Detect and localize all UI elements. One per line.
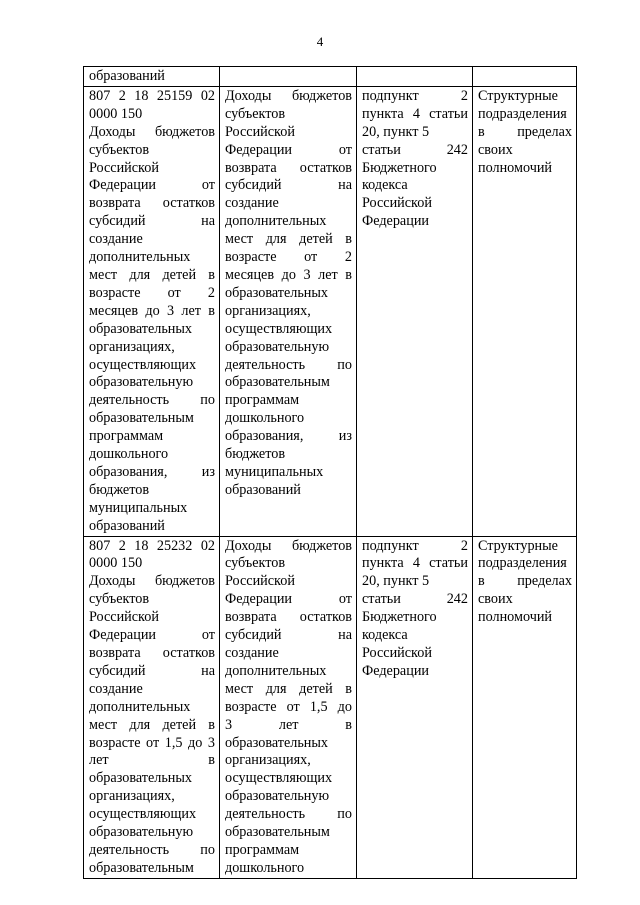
- cell-text-line: образовательную: [89, 824, 194, 841]
- cell-text-line: муниципальных: [225, 463, 324, 480]
- administrator-cell: [473, 86, 577, 536]
- kbk-code-cell: [84, 86, 220, 536]
- cell-text-line: образовательным: [89, 410, 194, 427]
- cell-text-line: Бюджетного: [362, 609, 437, 626]
- cell-text-line: 0000 150: [89, 555, 143, 572]
- cell-text-line: пункта 4 статьи: [362, 105, 468, 122]
- cell-text-line: образовательную: [89, 374, 194, 391]
- cell-text-line: Доходы бюджетов: [225, 87, 352, 104]
- cell-text-line: лет в: [89, 752, 215, 769]
- table-row: [84, 86, 577, 536]
- cell-text-line: Доходы бюджетов: [89, 573, 215, 590]
- cell-text-line: субсидий на: [225, 177, 352, 194]
- cell-text-line: образования, из: [89, 463, 215, 480]
- cell-text-line: организациях,: [89, 788, 175, 805]
- cell-text-line: дополнительных: [225, 662, 327, 679]
- cell-text-line: образования, из: [225, 428, 352, 445]
- cell-text-line: Российской: [89, 159, 159, 176]
- cell-text-line: 3 лет в: [225, 716, 352, 733]
- cell-text-line: возрасте от 1,5 до 3: [89, 734, 215, 751]
- cell-text-line: Структурные: [478, 537, 558, 554]
- cell-text-line: создание: [89, 680, 143, 697]
- continued-name-cell: [220, 67, 357, 87]
- cell-text-line: бюджетов: [225, 446, 286, 463]
- cell-text-line: образовательным: [225, 824, 330, 841]
- cell-text-line: образовательных: [89, 770, 193, 787]
- cell-text-line: субсидий на: [89, 662, 215, 679]
- continued-basis-cell: [357, 67, 473, 87]
- kbk-code-cell: [84, 536, 220, 878]
- cell-text-line: 807 2 18 25159 02: [89, 87, 215, 104]
- page-number: 4: [316, 34, 324, 49]
- cell-text-line: деятельность по: [89, 841, 215, 858]
- cell-text-line: 20, пункт 5: [362, 573, 430, 590]
- cell-text-line: Федерации: [362, 662, 430, 679]
- cell-text-line: деятельность по: [89, 392, 215, 409]
- cell-text-line: возрасте от 2: [225, 249, 352, 266]
- cell-text-line: образований: [225, 481, 301, 498]
- cell-text-line: Доходы бюджетов: [89, 123, 215, 140]
- cell-text-line: муниципальных: [89, 499, 188, 516]
- cell-text-line: образовательную: [225, 788, 330, 805]
- cell-text-line: образовательных: [89, 320, 193, 337]
- cell-text-line: Бюджетного: [362, 159, 437, 176]
- cell-text-line: организациях,: [225, 752, 311, 769]
- continued-table-row: [84, 67, 577, 87]
- cell-text-line: своих: [478, 141, 513, 158]
- cell-text-line: возврата остатков: [225, 159, 352, 176]
- cell-text-line: дополнительных: [225, 213, 327, 230]
- revenue-classification-table: [83, 66, 577, 879]
- cell-text-line: мест для детей в: [225, 231, 352, 248]
- cell-text-line: Российской: [225, 573, 295, 590]
- cell-text-line: субсидий на: [225, 627, 352, 644]
- table-row: [84, 536, 577, 878]
- cell-text-line: дополнительных: [89, 249, 191, 266]
- cell-text-line: месяцев до 3 лет в: [89, 302, 215, 319]
- cell-text-line: дошкольного: [89, 446, 169, 463]
- revenue-name-cell: [220, 536, 357, 878]
- cell-text-line: программам: [225, 841, 300, 858]
- legal-basis-cell: [357, 86, 473, 536]
- cell-text-line: образовательных: [225, 734, 329, 751]
- cell-text-line: статьи 242: [362, 591, 468, 608]
- cell-text-line: образовательных: [225, 284, 329, 301]
- cell-text-line: субъектов: [89, 591, 150, 608]
- cell-text-line: создание: [225, 195, 279, 212]
- cell-text-line: образований: [89, 517, 165, 534]
- cell-text-line: дошкольного: [225, 410, 305, 427]
- cell-text-line: 807 2 18 25232 02: [89, 537, 215, 554]
- cell-text-line: возврата остатков: [89, 645, 215, 661]
- cell-text-line: деятельность по: [225, 806, 352, 823]
- cell-text-line: статьи 242: [362, 141, 468, 158]
- cell-text-line: в пределах: [478, 123, 572, 140]
- cell-text-line: субъектов: [225, 105, 286, 122]
- cell-text-line: возврата остатков: [225, 609, 352, 626]
- cell-text-line: деятельность по: [225, 356, 352, 373]
- cell-text-line: возрасте от 2: [89, 284, 215, 301]
- cell-text-line: Российской: [362, 195, 432, 212]
- cell-text-line: мест для детей в: [225, 680, 352, 697]
- cell-text-line: Российской: [362, 645, 432, 661]
- cell-text-line: Российской: [225, 123, 295, 140]
- cell-text-line: в пределах: [478, 573, 572, 590]
- cell-text-line: дошкольного: [225, 859, 305, 876]
- cell-text-line: 20, пункт 5: [362, 123, 430, 140]
- legal-basis-cell: [357, 536, 473, 878]
- cell-text-line: 0000 150: [89, 105, 143, 122]
- cell-text-line: полномочий: [478, 159, 553, 176]
- cell-text-line: кодекса: [362, 177, 408, 194]
- continued-code-cell: образований: [84, 67, 220, 87]
- cell-text-line: создание: [225, 645, 279, 661]
- cell-text-line: программам: [225, 392, 300, 409]
- cell-text-line: Федерации: [362, 213, 430, 230]
- cell-text-line: месяцев до 3 лет в: [225, 266, 352, 283]
- cell-text-line: возврата остатков: [89, 195, 215, 212]
- cell-text-line: возрасте от 1,5 до: [225, 698, 352, 715]
- cell-text-line: Федерации от: [225, 591, 352, 608]
- cell-text-line: осуществляющих: [225, 320, 333, 337]
- cell-text-line: организациях,: [89, 338, 175, 355]
- cell-text-line: субъектов: [89, 141, 150, 158]
- cell-text-line: субъектов: [225, 555, 286, 572]
- cell-text-line: создание: [89, 231, 143, 248]
- cell-text-line: образовательным: [89, 859, 194, 876]
- cell-text-line: программам: [89, 428, 164, 445]
- cell-text-line: полномочий: [478, 609, 553, 626]
- cell-text-line: Федерации от: [89, 177, 215, 194]
- continued-admin-cell: [473, 67, 577, 87]
- administrator-cell: [473, 536, 577, 878]
- cell-text-line: Российской: [89, 609, 159, 626]
- cell-text-line: осуществляющих: [225, 770, 333, 787]
- cell-text-line: Доходы бюджетов: [225, 537, 352, 554]
- cell-text-line: осуществляющих: [89, 356, 197, 373]
- cell-text-line: организациях,: [225, 302, 311, 319]
- cell-text-line: подразделения: [478, 555, 567, 572]
- cell-text-line: подпункт 2: [362, 87, 468, 104]
- cell-text-line: образовательную: [225, 338, 330, 355]
- cell-text-line: Структурные: [478, 87, 558, 104]
- cell-text-line: подпункт 2: [362, 537, 468, 554]
- cell-text-line: мест для детей в: [89, 266, 215, 283]
- cell-text-line: образовательным: [225, 374, 330, 391]
- cell-text-line: кодекса: [362, 627, 408, 644]
- cell-text-line: осуществляющих: [89, 806, 197, 823]
- cell-text-line: мест для детей в: [89, 716, 215, 733]
- cell-text-line: бюджетов: [89, 481, 150, 498]
- cell-text-line: Федерации от: [225, 141, 352, 158]
- cell-text-line: подразделения: [478, 105, 567, 122]
- cell-text-line: Федерации от: [89, 627, 215, 644]
- cell-text-line: своих: [478, 591, 513, 608]
- revenue-name-cell: [220, 86, 357, 536]
- cell-text-line: пункта 4 статьи: [362, 555, 468, 572]
- cell-text-line: субсидий на: [89, 213, 215, 230]
- cell-text-line: дополнительных: [89, 698, 191, 715]
